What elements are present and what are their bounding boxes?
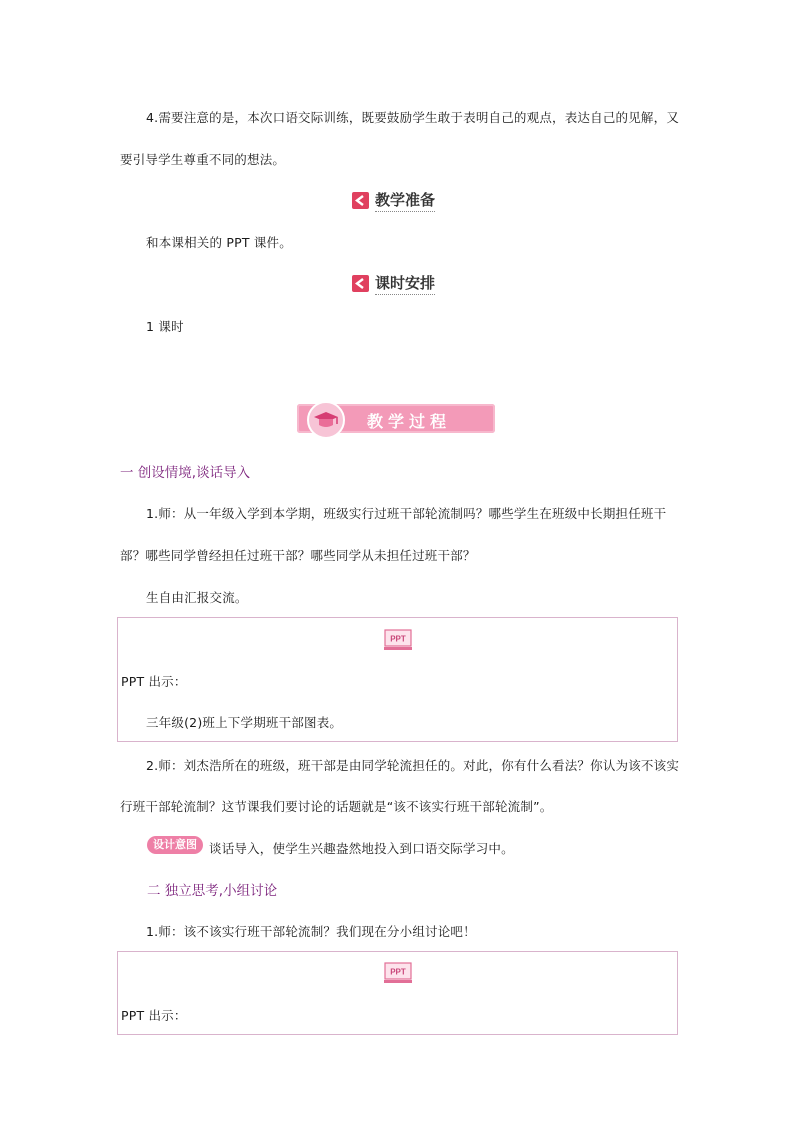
- process-banner: [297, 404, 495, 433]
- note-4-line1: 4.需要注意的是，本次口语交际训练，既要鼓励学生敢于表明自己的观点，表达自己的见解，又: [146, 110, 680, 125]
- part1-p1-line2: 部？哪些同学曾经担任过班干部？哪些同学从未担任过班干部？: [120, 548, 476, 563]
- design-intent-text: 谈话导入，使学生兴趣盎然地投入到口语交际学习中。: [209, 841, 514, 856]
- section-prep-heading: [352, 189, 435, 212]
- ppt-box-2: [117, 951, 678, 1035]
- note-4-line2: 要引导学生尊重不同的想法。: [120, 152, 286, 167]
- ppt-box-1-label: PPT 出示：: [121, 674, 187, 689]
- bookmark-arrow-icon: [352, 275, 369, 292]
- part1-heading: 一 创设情境,谈话导入: [120, 465, 251, 481]
- bookmark-arrow-icon: [352, 192, 369, 209]
- ppt-box-1-content: 三年级(2)班上下学期班干部图表。: [146, 715, 343, 730]
- part2-p1: 1.师：该不该实行班干部轮流制？我们现在分小组讨论吧！: [146, 924, 476, 939]
- part1-p1-line1: 1.师：从一年级入学到本学期，班级实行过班干部轮流制吗？哪些学生在班级中长期担任班干: [146, 506, 667, 521]
- ppt-icon-label: PPT: [390, 634, 406, 644]
- section-time-heading: [352, 272, 435, 295]
- part2-heading: 二 独立思考,小组讨论: [147, 883, 278, 899]
- section-time-title: 课时安排: [375, 272, 435, 295]
- design-intent-badge: 设计意图: [147, 836, 203, 854]
- ppt-screen-icon: [384, 629, 412, 651]
- graduation-cap-icon: [307, 401, 345, 439]
- part1-p2: 生自由汇报交流。: [146, 590, 248, 605]
- ppt-screen-icon: [384, 962, 412, 984]
- part1-p3-line1: 2.师：刘杰浩所在的班级，班干部是由同学轮流担任的。对此，你有什么看法？你认为该不该实: [146, 758, 680, 773]
- section-prep-text: 和本课相关的 PPT 课件。: [146, 235, 292, 250]
- section-prep-title: 教学准备: [375, 189, 435, 212]
- part1-p3-line2: 行班干部轮流制？这节课我们要讨论的话题就是“该不该实行班干部轮流制”。: [120, 799, 553, 814]
- ppt-box-1: [117, 617, 678, 742]
- process-banner-title: 教学过程: [367, 412, 452, 431]
- ppt-icon-label: PPT: [390, 967, 406, 977]
- section-time-text: 1 课时: [146, 319, 184, 334]
- ppt-box-2-label: PPT 出示：: [121, 1008, 187, 1023]
